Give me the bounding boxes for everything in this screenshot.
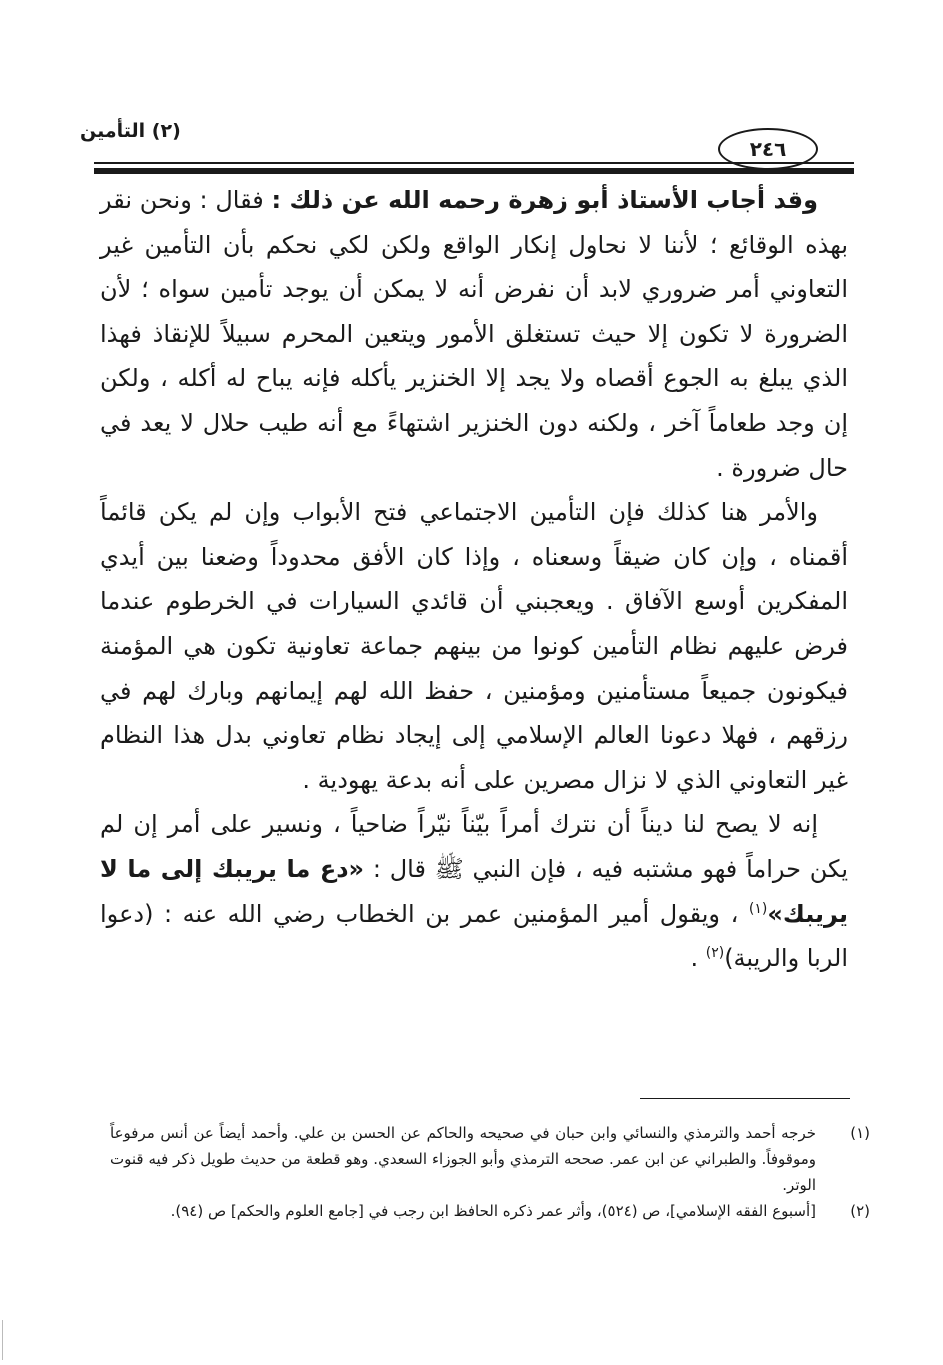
paragraph-3 — [100, 802, 848, 980]
paragraph-3-text-a: إنه لا يصح لنا ديناً أن نترك أمراً بيّناً نيّراً ضاحياً ، ونسير على أمر إن لم يكن حراماً فهو مشتبه فيه ، فإن النبي ﷺ قال : — [100, 810, 848, 883]
running-header-title: (٢) التأمين — [80, 120, 181, 142]
page-number-badge: ٢٤٦ — [718, 128, 818, 170]
footnote-separator — [640, 1098, 850, 1099]
paragraph-3-text-b: ، ويقول أمير المؤمنين عمر بن الخطاب رضي الله عنه : (دعوا الربا والريبة) — [100, 899, 848, 973]
footnote-2 — [110, 1198, 870, 1224]
header-rule-thick — [94, 168, 854, 174]
footnote-text: خرجه أحمد والترمذي والنسائي وابن حبان في صحيحه والحاكم عن الحسن بن علي. وأحمد أيضاً عن أنس مرفوعاً وموقوفاً. والطبراني عن ابن عمر. صححه الترمذي وأبو الجوزاء السعدي. وهو قطعة من حديث طويل ذكر فيه قنوت الوتر. — [110, 1124, 816, 1194]
footnote-number: (٢) — [850, 1202, 870, 1220]
scan-edge-mark — [2, 1320, 3, 1360]
footnote-number: (١) — [850, 1124, 870, 1142]
hadith-quote: «دع ما يريبك إلى ما لا يريبك» — [100, 854, 848, 928]
footnote-ref-1: (١) — [748, 900, 768, 917]
footnote-1 — [110, 1120, 870, 1198]
paragraph-3-end: . — [690, 944, 706, 973]
paragraph-1-text: فقال : ونحن نقر بهذه الوقائع ؛ لأننا لا نحاول إنكار الواقع ولكن لكي نحكم بأن التأمين غير التعاوني أمر ضروري لابد أن نفرض أنه لا يمكن أن يوجد تأمين سواه ؛ لأن الضرورة لا تكون إلا حيث تستغلق الأمور ويتعين المحرم سبيلاً للإنقاذ فهذا الذي يبلغ به الجوع أقصاه ولا يجد إلا الخنزير يأكله فإنه يباح له أكله ، ولكن إن وجد طعاماً آخر ، ولكنه دون الخنزير اشتهاءً مع أنه طيب حلال لا يعد في حال ضرورة . — [100, 186, 848, 482]
main-text — [100, 178, 848, 981]
paragraph-1-lead: وقد أجاب الأستاذ أبو زهرة رحمه الله عن ذلك : — [271, 186, 819, 214]
header-rule-thin — [94, 162, 854, 164]
footnote-ref-2: (٢) — [705, 945, 725, 962]
footnote-text: [أسبوع الفقه الإسلامي]، ص (٥٢٤)، وأثر عمر ذكره الحافظ ابن رجب في [جامع العلوم والحكم] ص (٩٤). — [170, 1202, 816, 1220]
paragraph-2: والأمر هنا كذلك فإن التأمين الاجتماعي فتح الأبواب وإن لم يكن قائماً أقمناه ، وإن كان ضيقاً وسعناه ، وإذا كان الأفق محدوداً وضعنا بين أيدي المفكرين أوسع الآفاق . ويعجبني أن قائدي السيارات في الخرطوم عندما فرض عليهم نظام التأمين كونوا من بينهم جماعة تعاونية تكون هي المؤمنة فيكونون جميعاً مستأمنين ومؤمنين ، حفظ الله لهم إيمانهم وبارك لهم في رزقهم ، فهلا دعونا العالم الإسلامي إلى إيجاد نظام تعاوني بدل هذا النظام غير التعاوني الذي لا نزال مصرين على أنه بدعة يهودية . — [100, 498, 848, 794]
footnotes — [110, 1120, 870, 1224]
paragraph-1 — [100, 178, 848, 490]
